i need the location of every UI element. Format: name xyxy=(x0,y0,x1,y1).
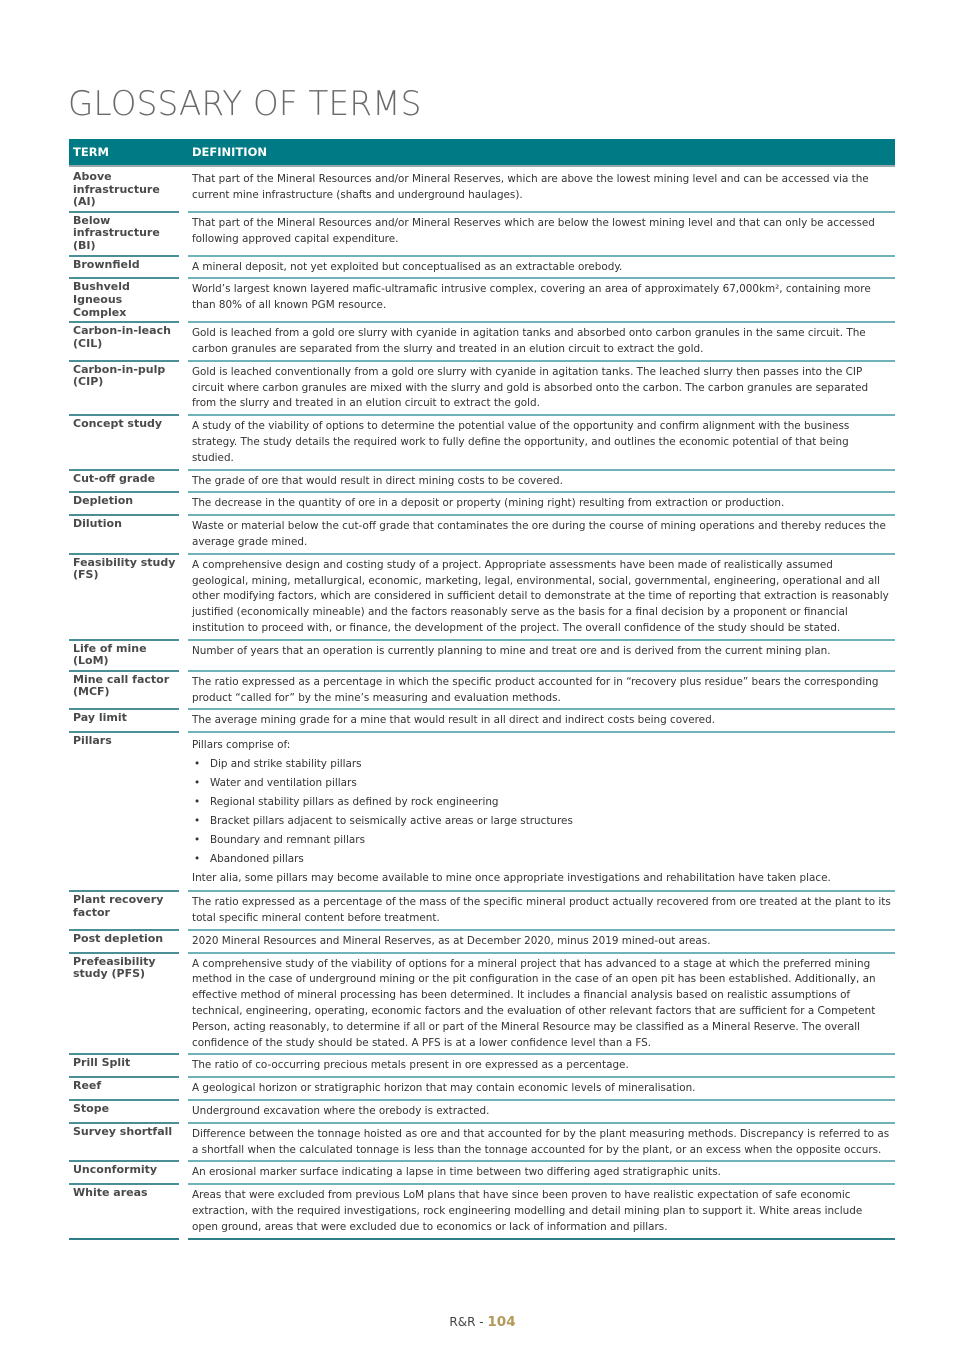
definition-cell: That part of the Mineral Resources and/or Mineral Reserves, which are above the lowest mining level and can be accessed via the current mine infrastructure (shafts and underground haulages). xyxy=(188,169,895,213)
glossary-table xyxy=(69,139,895,1240)
term-cell: Pay limit xyxy=(69,710,179,733)
definition-cell xyxy=(188,733,895,892)
table-row xyxy=(69,257,895,280)
term-cell: Carbon-in-pulp (CIP) xyxy=(69,362,179,416)
term-cell: Above infrastructure (AI) xyxy=(69,169,179,213)
term-cell: Survey shortfall xyxy=(69,1124,179,1163)
table-row xyxy=(69,555,895,641)
table-row xyxy=(69,1078,895,1101)
definition-cell: The decrease in the quantity of ore in a deposit or property (mining right) resulting from extraction or production. xyxy=(188,493,895,516)
page-number: 104 xyxy=(487,1314,516,1330)
definition-cell: A study of the viability of options to determine the potential value of the opportunity and confirm alignment with the business strategy. The study details the required work to fully define the opportunity, and outlines the economic potential of that being studied. xyxy=(188,416,895,470)
definition-cell: A comprehensive design and costing study of a project. Appropriate assessments have been made of realistically assumed geological, mining, metallurgical, economic, marketing, legal, environmental, social, governmental, engineering, operational and all other modifying factors, which are considered in sufficient detail to demonstrate at the time of reporting that extraction is reasonably justified (economically mineable) and the factors reasonably serve as the basis for a final decision by a proponent or financial institution to proceed with, or finance, the development of the project. The overall confidence of the study should be stated. xyxy=(188,555,895,641)
term-cell: Reef xyxy=(69,1078,179,1101)
table-row xyxy=(69,493,895,516)
table-row xyxy=(69,362,895,416)
definition-cell: The ratio of co-occurring precious metals present in ore expressed as a percentage. xyxy=(188,1055,895,1078)
pillars-list-item: • Bracket pillars adjacent to seismically active areas or large structures xyxy=(192,812,891,831)
table-row xyxy=(69,710,895,733)
term-cell: Dilution xyxy=(69,516,179,555)
term-cell: Stope xyxy=(69,1101,179,1124)
term-cell: Cut-off grade xyxy=(69,471,179,494)
definition-cell: Number of years that an operation is currently planning to mine and treat ore and is derived from the current mining plan. xyxy=(188,641,895,672)
term-cell: Brownfield xyxy=(69,257,179,280)
table-row-pillars xyxy=(69,733,895,892)
definition-cell: Underground excavation where the orebody is extracted. xyxy=(188,1101,895,1124)
table-row xyxy=(69,1055,895,1078)
definition-cell: Difference between the tonnage hoisted as ore and that accounted for by the plant measuring methods. Discrepancy is referred to as a shortfall when the calculated tonnage is less than the tonnage accounted for by the plant, or an excess when the opposite occurs. xyxy=(188,1124,895,1163)
header-term: TERM xyxy=(73,145,109,159)
term-cell: Pillars xyxy=(69,733,179,892)
header-definition: DEFINITION xyxy=(192,145,267,159)
table-body xyxy=(69,169,895,733)
definition-cell: Gold is leached conventionally from a gold ore slurry with cyanide in agitation tanks. The leached slurry then passes into the CIP circuit where carbon granules are mixed with the slurry and gold is absorbed onto the carbon. The carbon granules are separated from the slurry and treated in an elution circuit to extract the gold. xyxy=(188,362,895,416)
table-row xyxy=(69,672,895,711)
term-cell: Unconformity xyxy=(69,1162,179,1185)
pillars-list-item: • Water and ventilation pillars xyxy=(192,774,891,793)
page-footer xyxy=(0,1314,965,1330)
table-row xyxy=(69,471,895,494)
table-row xyxy=(69,892,895,931)
term-cell: Depletion xyxy=(69,493,179,516)
term-cell: White areas xyxy=(69,1185,179,1239)
definition-cell: Waste or material below the cut-off grade that contaminates the ore during the course of mining operations and thereby reduces the average grade mined. xyxy=(188,516,895,555)
table-row xyxy=(69,169,895,213)
term-cell: Mine call factor (MCF) xyxy=(69,672,179,711)
table-row xyxy=(69,516,895,555)
definition-cell: Gold is leached from a gold ore slurry with cyanide in agitation tanks and absorbed onto carbon granules in the same circuit. The carbon granules are separated from the slurry and treated in an elution circuit to extract the gold. xyxy=(188,323,895,362)
table-row xyxy=(69,213,895,257)
table-row xyxy=(69,416,895,470)
term-cell: Life of mine (LoM) xyxy=(69,641,179,672)
term-cell: Post depletion xyxy=(69,931,179,954)
pillars-list-item: • Regional stability pillars as defined by rock engineering xyxy=(192,793,891,812)
term-cell: Plant recovery factor xyxy=(69,892,179,931)
table-row xyxy=(69,641,895,672)
term-cell: Concept study xyxy=(69,416,179,470)
definition-cell: The average mining grade for a mine that would result in all direct and indirect costs being covered. xyxy=(188,710,895,733)
table-row xyxy=(69,279,895,323)
footer-label: R&R - xyxy=(449,1315,488,1329)
table-row xyxy=(69,931,895,954)
definition-cell: A comprehensive study of the viability of options for a mineral project that has advanced to a stage at which the preferred mining method in the case of underground mining or the pit configuration in the case of an open pit has been established. Additionally, an effective method of mineral processing has been determined. It includes a financial analysis based on realistic assumptions of technical, engineering, operating, economic factors and the evaluation of other relevant factors that are sufficient for a Competent Person, acting reasonably, to determine if all or part of the Mineral Resource may be classified as a Mineral Reserve. The overall confidence of the study should be stated. A PFS is at a lower confidence level than a FS. xyxy=(188,954,895,1056)
table-row xyxy=(69,1124,895,1163)
table-header xyxy=(69,139,895,165)
table-row xyxy=(69,954,895,1056)
term-cell: Below infrastructure (BI) xyxy=(69,213,179,257)
definition-cell: World’s largest known layered mafic-ultramafic intrusive complex, covering an area of approximately 67,000km², containing more than 80% of all known PGM resource. xyxy=(188,279,895,323)
definition-cell: 2020 Mineral Resources and Mineral Reserves, as at December 2020, minus 2019 mined-out areas. xyxy=(188,931,895,954)
page-title: GLOSSARY OF TERMS xyxy=(68,84,422,124)
table-row xyxy=(69,1101,895,1124)
definition-cell: A geological horizon or stratigraphic horizon that may contain economic levels of mineralisation. xyxy=(188,1078,895,1101)
table-row xyxy=(69,323,895,362)
term-cell: Carbon-in-leach (CIL) xyxy=(69,323,179,362)
definition-cell: The grade of ore that would result in direct mining costs to be covered. xyxy=(188,471,895,494)
term-cell: Prefeasibility study (PFS) xyxy=(69,954,179,1056)
term-cell: Bushveld Igneous Complex xyxy=(69,279,179,323)
term-cell: Feasibility study (FS) xyxy=(69,555,179,641)
definition-cell: A mineral deposit, not yet exploited but conceptualised as an extractable orebody. xyxy=(188,257,895,280)
pillars-list-item: • Dip and strike stability pillars xyxy=(192,755,891,774)
table-row xyxy=(69,1185,895,1239)
table-row xyxy=(69,1162,895,1185)
definition-cell: An erosional marker surface indicating a lapse in time between two differing aged stratigraphic units. xyxy=(188,1162,895,1185)
definition-cell: The ratio expressed as a percentage of the mass of the specific mineral product actually recovered from ore treated at the plant to its total specific mineral content before treatment. xyxy=(188,892,895,931)
definition-cell: Areas that were excluded from previous LoM plans that have since been proven to have realistic expectation of safe economic extraction, with the required investigations, rock engineering modelling and detail mining plan to support it. White areas include open ground, areas that were excluded due to economics or lack of information and pillars. xyxy=(188,1185,895,1239)
pillars-lead: Pillars comprise of: xyxy=(192,739,291,752)
table-body-continued xyxy=(69,892,895,1239)
pillars-list-item: • Abandoned pillars xyxy=(192,850,891,869)
definition-cell: The ratio expressed as a percentage in which the specific product accounted for in “recovery plus residue” bears the corresponding product “called for” by the mine’s measuring and evaluation methods. xyxy=(188,672,895,711)
term-cell: Prill Split xyxy=(69,1055,179,1078)
pillars-list xyxy=(192,755,891,869)
definition-cell: That part of the Mineral Resources and/or Mineral Reserves which are below the lowest mining level and that can only be accessed following approved capital expenditure. xyxy=(188,213,895,257)
pillars-list-item: • Boundary and remnant pillars xyxy=(192,831,891,850)
pillars-tail: Inter alia, some pillars may become available to mine once appropriate investigations and rehabilitation have taken place. xyxy=(192,872,831,885)
